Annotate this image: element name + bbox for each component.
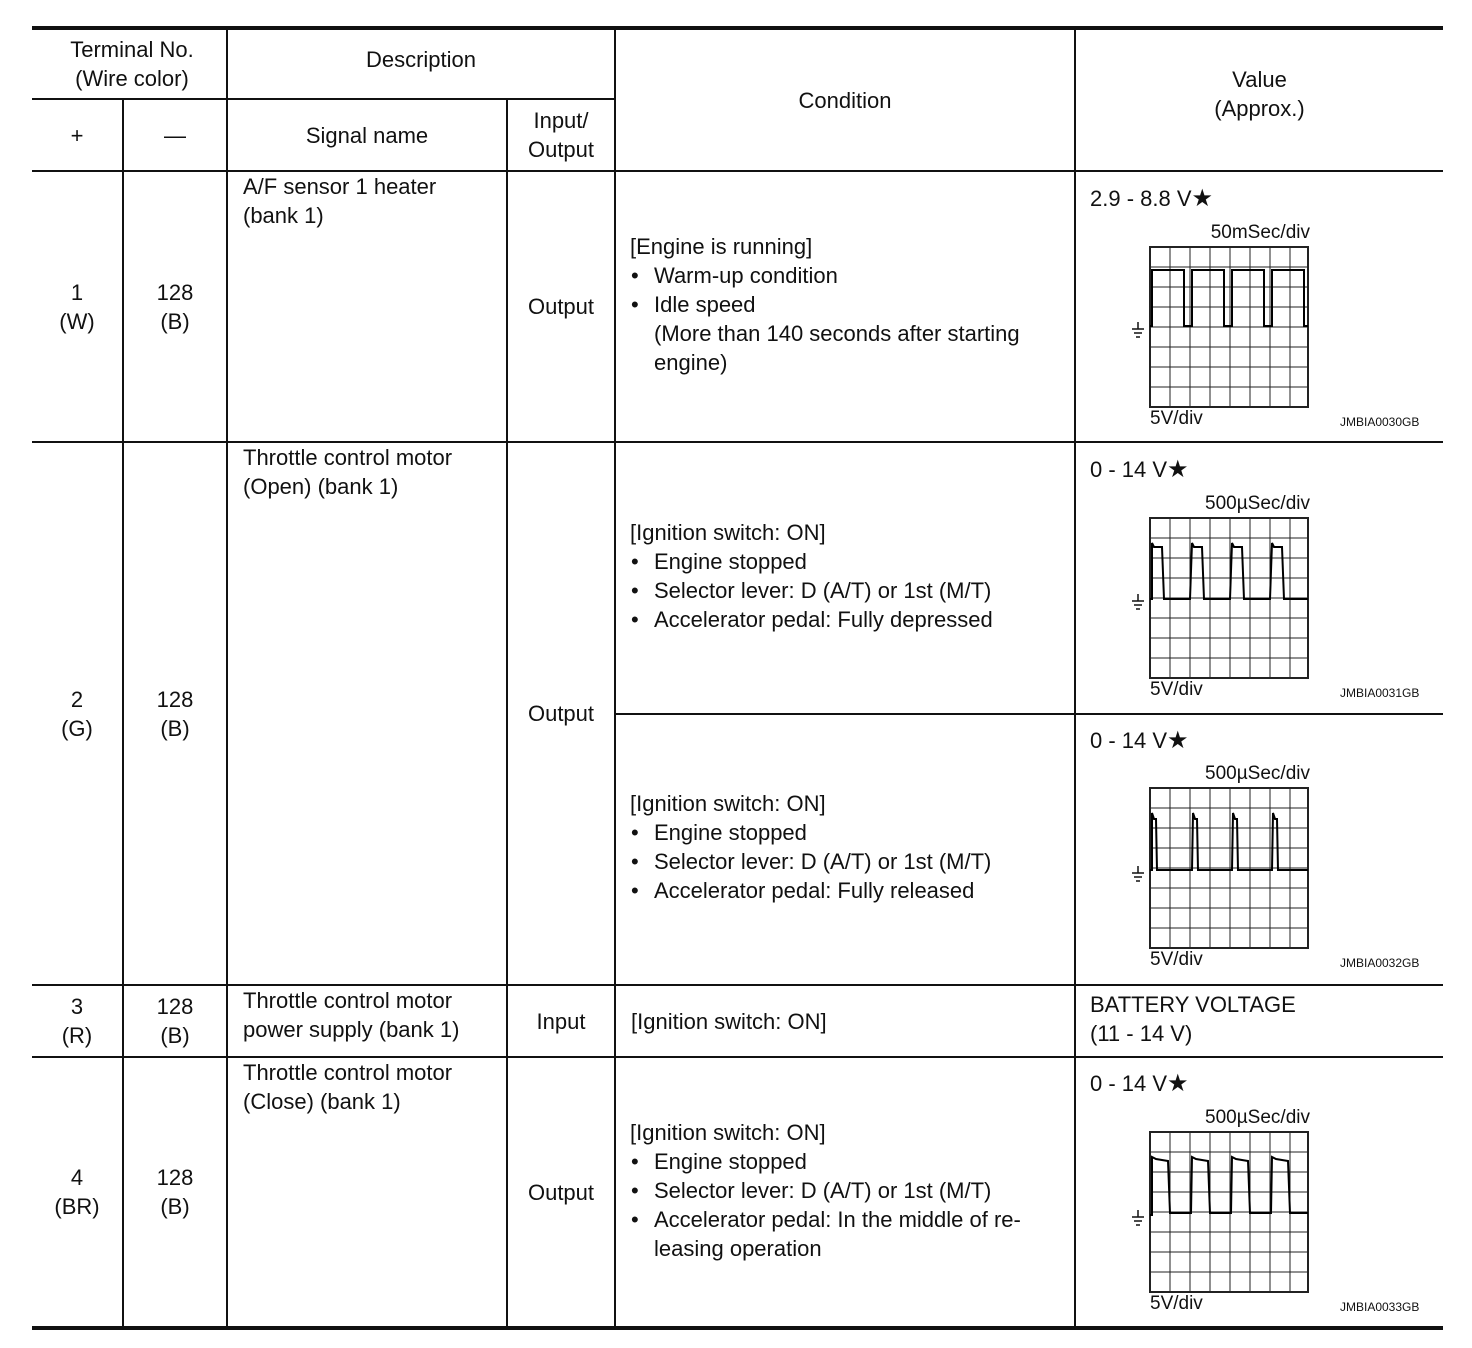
star-icon: ★ (1167, 1070, 1189, 1097)
header-minus-label: — (164, 122, 186, 148)
header-output-label: Output (527, 137, 595, 162)
signal-name-line: Throttle control motor (243, 1060, 453, 1085)
row-2-signal-name (228, 443, 506, 984)
wire-color: (W) (59, 308, 95, 334)
header-plus (32, 100, 122, 170)
row-4-value-label (1090, 1071, 1189, 1097)
battery-voltage-range: (11 - 14 V) (1090, 1021, 1193, 1046)
column-divider (614, 28, 616, 1328)
row-3-condition (616, 986, 1074, 1056)
header-value-label: Value (1232, 67, 1287, 92)
row-2b-oscilloscope (1076, 763, 1443, 978)
row-1-signal-name (228, 172, 506, 441)
ground-icon (1132, 322, 1144, 337)
io-label: Input (536, 1008, 586, 1034)
signal-name-line: (bank 1) (243, 203, 324, 228)
header-input-label: Input/ (533, 108, 589, 133)
condition-note: leasing operation (654, 1236, 822, 1261)
waveform-trace (1150, 1157, 1308, 1215)
row-2b-condition (630, 789, 1070, 905)
ground-icon (1132, 866, 1144, 881)
signal-name-line: (Close) (bank 1) (243, 1089, 401, 1114)
row-4-minus-terminal (124, 1058, 226, 1326)
header-signal-name-label: Signal name (305, 122, 429, 148)
io-label: Output (527, 701, 595, 726)
io-label: Output (527, 1179, 595, 1205)
condition-item: • Selector lever: D (A/T) or 1st (M/T) (630, 576, 1070, 605)
condition-item: • Accelerator pedal: In the middle of re- (630, 1205, 1070, 1234)
condition-item: • Selector lever: D (A/T) or 1st (M/T) (630, 847, 1070, 876)
header-approx-label: (Approx.) (1214, 96, 1305, 121)
signal-name-line: (Open) (bank 1) (243, 474, 399, 499)
header-description (228, 30, 614, 98)
condition-list (630, 1147, 1070, 1234)
condition-item: • Engine stopped (630, 818, 1070, 847)
condition-title: [Engine is running] (630, 234, 813, 259)
row-4-condition (630, 1118, 1070, 1263)
condition-title: [Ignition switch: ON] (630, 1120, 826, 1145)
signal-name-line: Throttle control motor (243, 988, 453, 1013)
wire-color: (B) (160, 1023, 190, 1048)
condition-item: • Engine stopped (630, 547, 1070, 576)
value-range: 0 - 14 V (1090, 457, 1168, 482)
header-plus-label: + (70, 122, 84, 148)
waveform-trace (1150, 813, 1308, 870)
row-1-oscilloscope (1076, 222, 1443, 437)
row-2-plus-terminal (32, 443, 122, 984)
row-3-minus-terminal (124, 986, 226, 1056)
row-2a-oscilloscope (1076, 493, 1443, 708)
figure-id: JMBIA0030GB (1340, 415, 1420, 429)
row-3-signal-name (228, 986, 506, 1056)
condition-item: • Warm-up condition (630, 261, 1070, 290)
condition-item: • Idle speed (630, 290, 1070, 319)
row-1-value-label (1090, 186, 1213, 212)
timebase-label: 500µSec/div (1205, 493, 1310, 514)
wire-color: (B) (160, 715, 190, 741)
volt-div-label: 5V/div (1150, 408, 1203, 429)
figure-id: JMBIA0031GB (1340, 686, 1420, 700)
wire-color: (R) (61, 1023, 93, 1048)
wire-color: (BR) (54, 1194, 100, 1219)
table-bottom-rule (32, 1326, 1443, 1330)
waveform-figure (1076, 493, 1443, 708)
condition-item: • Selector lever: D (A/T) or 1st (M/T) (630, 1176, 1070, 1205)
condition-note: engine) (654, 350, 728, 375)
terminal-number: 128 (156, 994, 194, 1019)
timebase-label: 500µSec/div (1205, 1107, 1310, 1128)
row-3-plus-terminal (32, 986, 122, 1056)
scope-grid (1150, 788, 1308, 948)
waveform-figure (1076, 763, 1443, 978)
ground-icon (1132, 1210, 1144, 1225)
signal-name-line: A/F sensor 1 heater (243, 174, 437, 199)
waveform-figure (1076, 222, 1443, 437)
condition-list (630, 818, 1070, 905)
figure-id: JMBIA0033GB (1340, 1300, 1420, 1314)
row-1-condition (630, 232, 1070, 377)
volt-div-label: 5V/div (1150, 949, 1203, 970)
value-range: 0 - 14 V (1090, 1071, 1168, 1096)
star-icon: ★ (1191, 185, 1214, 212)
terminal-number: 3 (70, 994, 84, 1019)
header-terminal-no-label: Terminal No. (70, 37, 194, 62)
row-2a-condition (630, 518, 1070, 634)
row-2a-value-label (1090, 457, 1189, 483)
waveform-figure (1076, 1107, 1443, 1322)
terminal-number: 1 (70, 279, 84, 305)
volt-div-label: 5V/div (1150, 1293, 1203, 1314)
header-terminal-no (32, 30, 232, 98)
terminal-number: 128 (156, 1165, 194, 1190)
header-signal-name (228, 100, 506, 170)
row-3-io (508, 986, 614, 1056)
row-4-oscilloscope (1076, 1107, 1443, 1322)
row-4-plus-terminal (32, 1058, 122, 1326)
value-range: 0 - 14 V (1090, 728, 1168, 753)
terminal-number: 4 (70, 1165, 84, 1190)
condition-title: [Ignition switch: ON] (630, 520, 826, 545)
terminal-number: 2 (70, 686, 84, 712)
header-condition (616, 30, 1074, 170)
header-description-label: Description (365, 46, 477, 72)
row-2b-value-label (1090, 728, 1189, 754)
condition-title: [Ignition switch: ON] (631, 1008, 827, 1034)
row-2-minus-terminal (124, 443, 226, 984)
timebase-label: 500µSec/div (1205, 763, 1310, 784)
condition-title: [Ignition switch: ON] (630, 791, 826, 816)
signal-name-line: Throttle control motor (243, 445, 453, 470)
header-input-output (508, 100, 614, 170)
io-label: Output (527, 294, 595, 319)
battery-voltage-label: BATTERY VOLTAGE (1090, 992, 1296, 1017)
condition-item: • Accelerator pedal: Fully released (630, 876, 1070, 905)
header-condition-label: Condition (798, 87, 892, 113)
row-1-io (508, 172, 614, 441)
condition-list (630, 547, 1070, 634)
value-range: 2.9 - 8.8 V (1090, 186, 1192, 211)
terminal-number: 128 (156, 686, 194, 712)
condition-item: • Accelerator pedal: Fully depressed (630, 605, 1070, 634)
star-icon: ★ (1167, 727, 1189, 754)
condition-note: (More than 140 seconds after starting (654, 321, 1020, 346)
terminal-number: 128 (156, 279, 194, 305)
row-1-minus-terminal (124, 172, 226, 441)
star-icon: ★ (1167, 456, 1189, 483)
condition-list (630, 261, 1070, 319)
sub-row-divider (614, 713, 1443, 715)
wire-color: (G) (61, 715, 93, 741)
header-wire-color-label: (Wire color) (75, 66, 189, 91)
waveform-trace (1150, 270, 1308, 326)
volt-div-label: 5V/div (1150, 679, 1203, 700)
timebase-label: 50mSec/div (1210, 222, 1310, 243)
figure-id: JMBIA0032GB (1340, 956, 1420, 970)
header-value (1076, 30, 1443, 170)
row-4-io (508, 1058, 614, 1326)
ground-icon (1132, 594, 1144, 609)
wire-color: (B) (160, 1194, 190, 1219)
waveform-trace (1150, 543, 1308, 599)
row-2-io (508, 443, 614, 984)
wire-color: (B) (160, 308, 190, 334)
header-minus (124, 100, 226, 170)
condition-item: • Engine stopped (630, 1147, 1070, 1176)
row-3-value (1090, 990, 1296, 1048)
row-1-plus-terminal (32, 172, 122, 441)
row-4-signal-name (228, 1058, 506, 1326)
signal-name-line: power supply (bank 1) (243, 1017, 460, 1042)
